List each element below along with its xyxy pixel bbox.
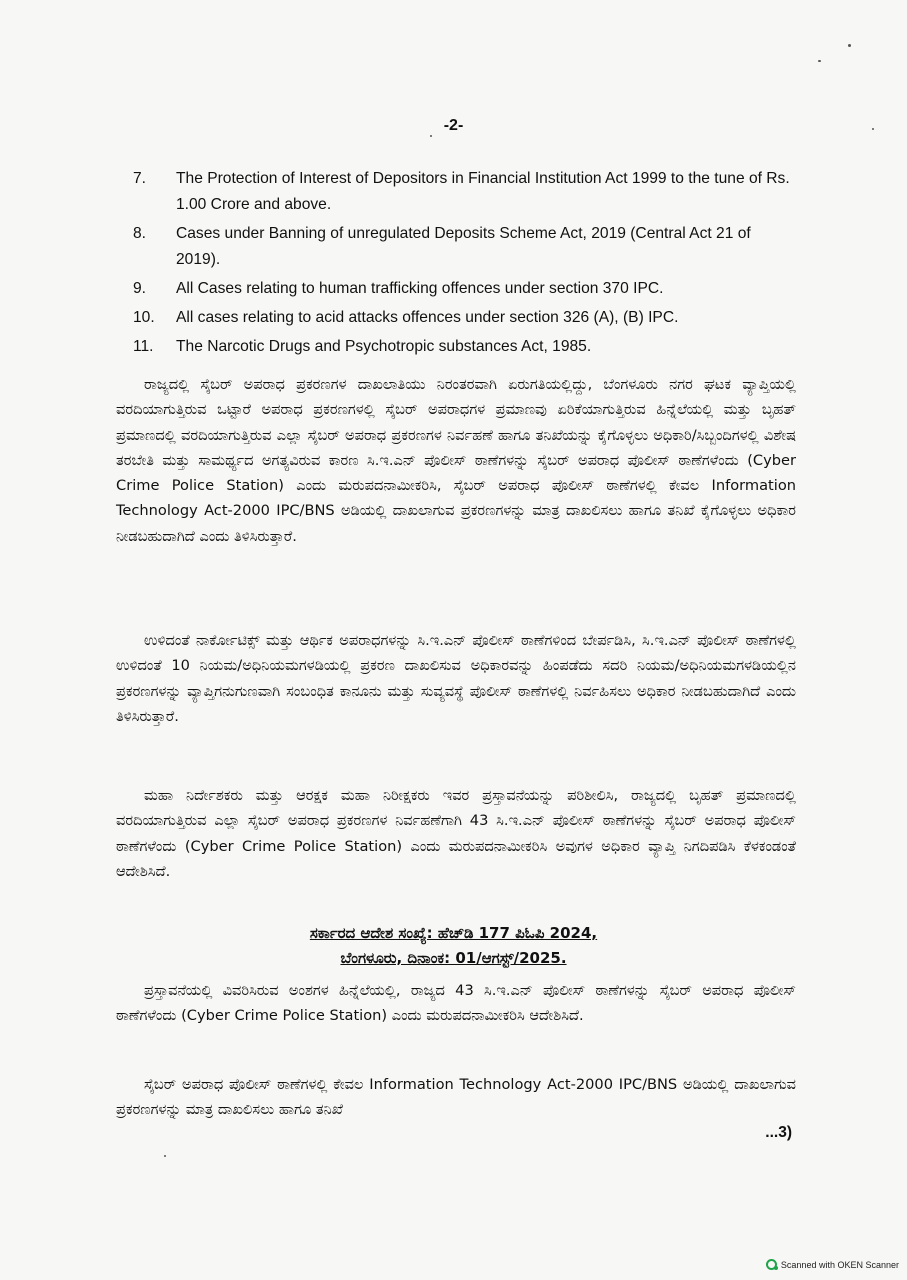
list-item-number: 11. — [133, 338, 154, 355]
list-item-number: 9. — [133, 280, 147, 297]
paragraph-text: ಸೈಬರ್ ಅಪರಾಧ ಪೊಲೀಸ್ ಠಾಣೆಗಳಲ್ಲಿ ಕೇವಲ Information Technology Act-2000 IPC/BNS ಅಡಿಯಲ್ಲಿ ದಾಖಲಾಗುವ ಪ್ರಕರಣಗಳನ್ನು ಮಾತ್ರ ದಾಖಲಿಸಲು ಹಾಗೂ ತನಿಖೆ — [116, 1076, 796, 1119]
order-date-heading: ಬೆಂಗಳೂರು, ದಿನಾಂಕ: 01/ಆಗಸ್ಟ್/2025. — [340, 949, 567, 967]
scan-speck — [430, 135, 432, 137]
paragraph-order — [116, 978, 796, 1029]
list-item-number: 10. — [133, 309, 155, 326]
order-number-heading: ಸರ್ಕಾರದ ಆದೇಶ ಸಂಖ್ಯೆ: ಹೆಚ್‌ಡಿ 177 ಪಿಓಪಿ 2024, — [309, 924, 598, 942]
scan-speck — [848, 44, 851, 47]
paragraph-text: ಉಳಿದಂತೆ ನಾರ್ಕೋಟಿಕ್ಸ್ ಮತ್ತು ಆರ್ಥಿಕ ಅಪರಾಧಗಳನ್ನು ಸಿ.ಇ.ಎನ್ ಪೊಲೀಸ್ ಠಾಣೆಗಳಿಂದ ಬೇರ್ಪಡಿಸಿ, ಸಿ.ಇ.ಎನ್ ಪೊಲೀಸ್ ಠಾಣೆಗಳಲ್ಲಿ ಉಳಿದಂತೆ 10 ನಿಯಮ/ಅಧಿನಿಯಮಗಳಡಿಯಲ್ಲಿ ಪ್ರಕರಣ ದಾಖಲಿಸುವ ಅಧಿಕಾರವನ್ನು ಹಿಂಪಡೆದು ಸದರಿ ನಿಯಮ/ಅಧಿನಿಯಮಗಳಡಿಯಲ್ಲಿನ ಪ್ರಕರಣಗಳನ್ನು ವ್ಯಾಪ್ತಿಗನುಗುಣವಾಗಿ ಸಂಬಂಧಿತ ಕಾನೂನು ಮತ್ತು ಸುವ್ಯವಸ್ಥೆ ಪೊಲೀಸ್ ಠಾಣೆಗಳಲ್ಲಿ ನಿರ್ವಹಿಸಲು ಅಧಿಕಾರ ನೀಡಬಹುದಾಗಿದೆ ಎಂದು ತಿಳಿಸಿರುತ್ತಾರೆ. — [116, 632, 796, 725]
paragraph-text: ಮಹಾ ನಿರ್ದೇಶಕರು ಮತ್ತು ಆರಕ್ಷಕ ಮಹಾ ನಿರೀಕ್ಷಕರು ಇವರ ಪ್ರಸ್ತಾವನೆಯನ್ನು ಪರಿಶೀಲಿಸಿ, ರಾಜ್ಯದಲ್ಲಿ ಬೃಹತ್ ಪ್ರಮಾಣದಲ್ಲಿ ವರದಿಯಾಗುತ್ತಿರುವ ಎಲ್ಲಾ ಸೈಬರ್ ಅಪರಾಧ ಪ್ರಕರಣಗಳ ನಿರ್ವಹಣೆಗಾಗಿ 43 ಸಿ.ಇ.ಎನ್ ಪೊಲೀಸ್ ಠಾಣೆಗಳನ್ನು ಸೈಬರ್ ಅಪರಾಧ ಪೊಲೀಸ್ ಠಾಣೆಗಳೆಂದು (Cyber Crime Police Station) ಎಂದು ಮರುಪದನಾಮೀಕರಿಸಿ ಅವುಗಳ ಅಧಿಕಾರ ವ್ಯಾಪ್ತಿ ನಿಗದಿಪಡಿಸಿ ಕೆಳಕಂಡಂತೆ ಆದೇಶಿಸಿದೆ. — [116, 787, 796, 880]
page-number: -2- — [443, 117, 464, 134]
list-item — [133, 166, 793, 218]
list-item-text: All cases relating to acid attacks offences under section 326 (A), (B) IPC. — [176, 309, 679, 326]
list-item-number: 8. — [133, 225, 147, 242]
paragraph-dgp-proposal — [116, 783, 796, 884]
scan-speck — [818, 60, 821, 62]
paragraph-cyber-crime-stations — [116, 372, 796, 549]
list-item-number: 7. — [133, 170, 147, 187]
list-item — [133, 221, 793, 273]
scan-speck — [164, 1155, 166, 1157]
continuation-marker: ...3) — [765, 1124, 792, 1141]
list-item-text: The Protection of Interest of Depositors in Financial Institution Act 1999 to the tune of Rs. 1.00 Crore and above. — [176, 170, 790, 213]
scanner-watermark — [766, 1259, 899, 1270]
list-item — [133, 305, 793, 331]
list-item-text: All Cases relating to human trafficking offences under section 370 IPC. — [176, 280, 664, 297]
paragraph-jurisdiction — [116, 1072, 796, 1123]
paragraph-text: ಪ್ರಸ್ತಾವನೆಯಲ್ಲಿ ವಿವರಿಸಿರುವ ಅಂಶಗಳ ಹಿನ್ನೆಲೆಯಲ್ಲಿ, ರಾಜ್ಯದ 43 ಸಿ.ಇ.ಎನ್ ಪೊಲೀಸ್ ಠಾಣೆಗಳನ್ನು ಸೈಬರ್ ಅಪರಾಧ ಪೊಲೀಸ್ ಠಾಣೆಗಳೆಂದು (Cyber Crime Police Station) ಎಂದು ಮರುಪದನಾಮೀಕರಿಸಿ ಆದೇಶಿಸಿದೆ. — [116, 982, 796, 1025]
scanner-logo-icon — [766, 1259, 777, 1270]
list-item — [133, 334, 793, 360]
scanner-watermark-text: Scanned with OKEN Scanner — [780, 1259, 899, 1270]
list-item-text: Cases under Banning of unregulated Deposits Scheme Act, 2019 (Central Act 21 of 2019). — [176, 225, 751, 268]
list-item — [133, 276, 793, 302]
paragraph-text: ರಾಜ್ಯದಲ್ಲಿ ಸೈಬರ್ ಅಪರಾಧ ಪ್ರಕರಣಗಳ ದಾಖಲಾತಿಯು ನಿರಂತರವಾಗಿ ಏರುಗತಿಯಲ್ಲಿದ್ದು, ಬೆಂಗಳೂರು ನಗರ ಘಟಕ ವ್ಯಾಪ್ತಿಯಲ್ಲಿ ವರದಿಯಾಗುತ್ತಿರುವ ಒಟ್ಟಾರೆ ಅಪರಾಧ ಪ್ರಕರಣಗಳಲ್ಲಿ ಸೈಬರ್ ಅಪರಾಧಗಳ ಪ್ರಮಾಣವು ಏರಿಕೆಯಾಗುತ್ತಿರುವ ಹಿನ್ನೆಲೆಯಲ್ಲಿ ಮತ್ತು ಬೃಹತ್ ಪ್ರಮಾಣದಲ್ಲಿ ವರದಿಯಾಗುತ್ತಿರುವ ಎಲ್ಲಾ ಸೈಬರ್ ಅಪರಾಧ ಪ್ರಕರಣಗಳ ನಿರ್ವಹಣೆ ಹಾಗೂ ತನಿಖೆಯನ್ನು ಕೈಗೊಳ್ಳಲು ಅಧಿಕಾರಿ/ಸಿಬ್ಬಂದಿಗಳಲ್ಲಿ ವಿಶೇಷ ತರಬೇತಿ ಮತ್ತು ಸಾಮರ್ಥ್ಯದ ಅಗತ್ಯವಿರುವ ಕಾರಣ ಸಿ.ಇ.ಎನ್ ಪೊಲೀಸ್ ಠಾಣೆಗಳನ್ನು ಸೈಬರ್ ಅಪರಾಧ ಪೊಲೀಸ್ ಠಾಣೆಗಳೆಂದು (Cyber Crime Police Station) ಎಂದು ಮರುಪದನಾಮೀಕರಿಸಿ, ಸೈಬರ್ ಅಪರಾಧ ಪೊಲೀಸ್ ಠಾಣೆಗಳಲ್ಲಿ ಕೇವಲ Information Technology Act-2000 IPC/BNS ಅಡಿಯಲ್ಲಿ ದಾಖಲಾಗುವ ಪ್ರಕರಣಗಳನ್ನು ಮಾತ್ರ ದಾಖಲಿಸಲು ಹಾಗೂ ತನಿಖೆ ಕೈಗೊಳ್ಳಲು ಅಧಿಕಾರ ನೀಡಬಹುದಾಗಿದೆ ಎಂದು ತಿಳಿಸಿರುತ್ತಾರೆ. — [116, 376, 796, 545]
paragraph-narcotics-economic — [116, 628, 796, 729]
numbered-list — [133, 166, 793, 363]
list-item-text: The Narcotic Drugs and Psychotropic substances Act, 1985. — [176, 338, 592, 355]
